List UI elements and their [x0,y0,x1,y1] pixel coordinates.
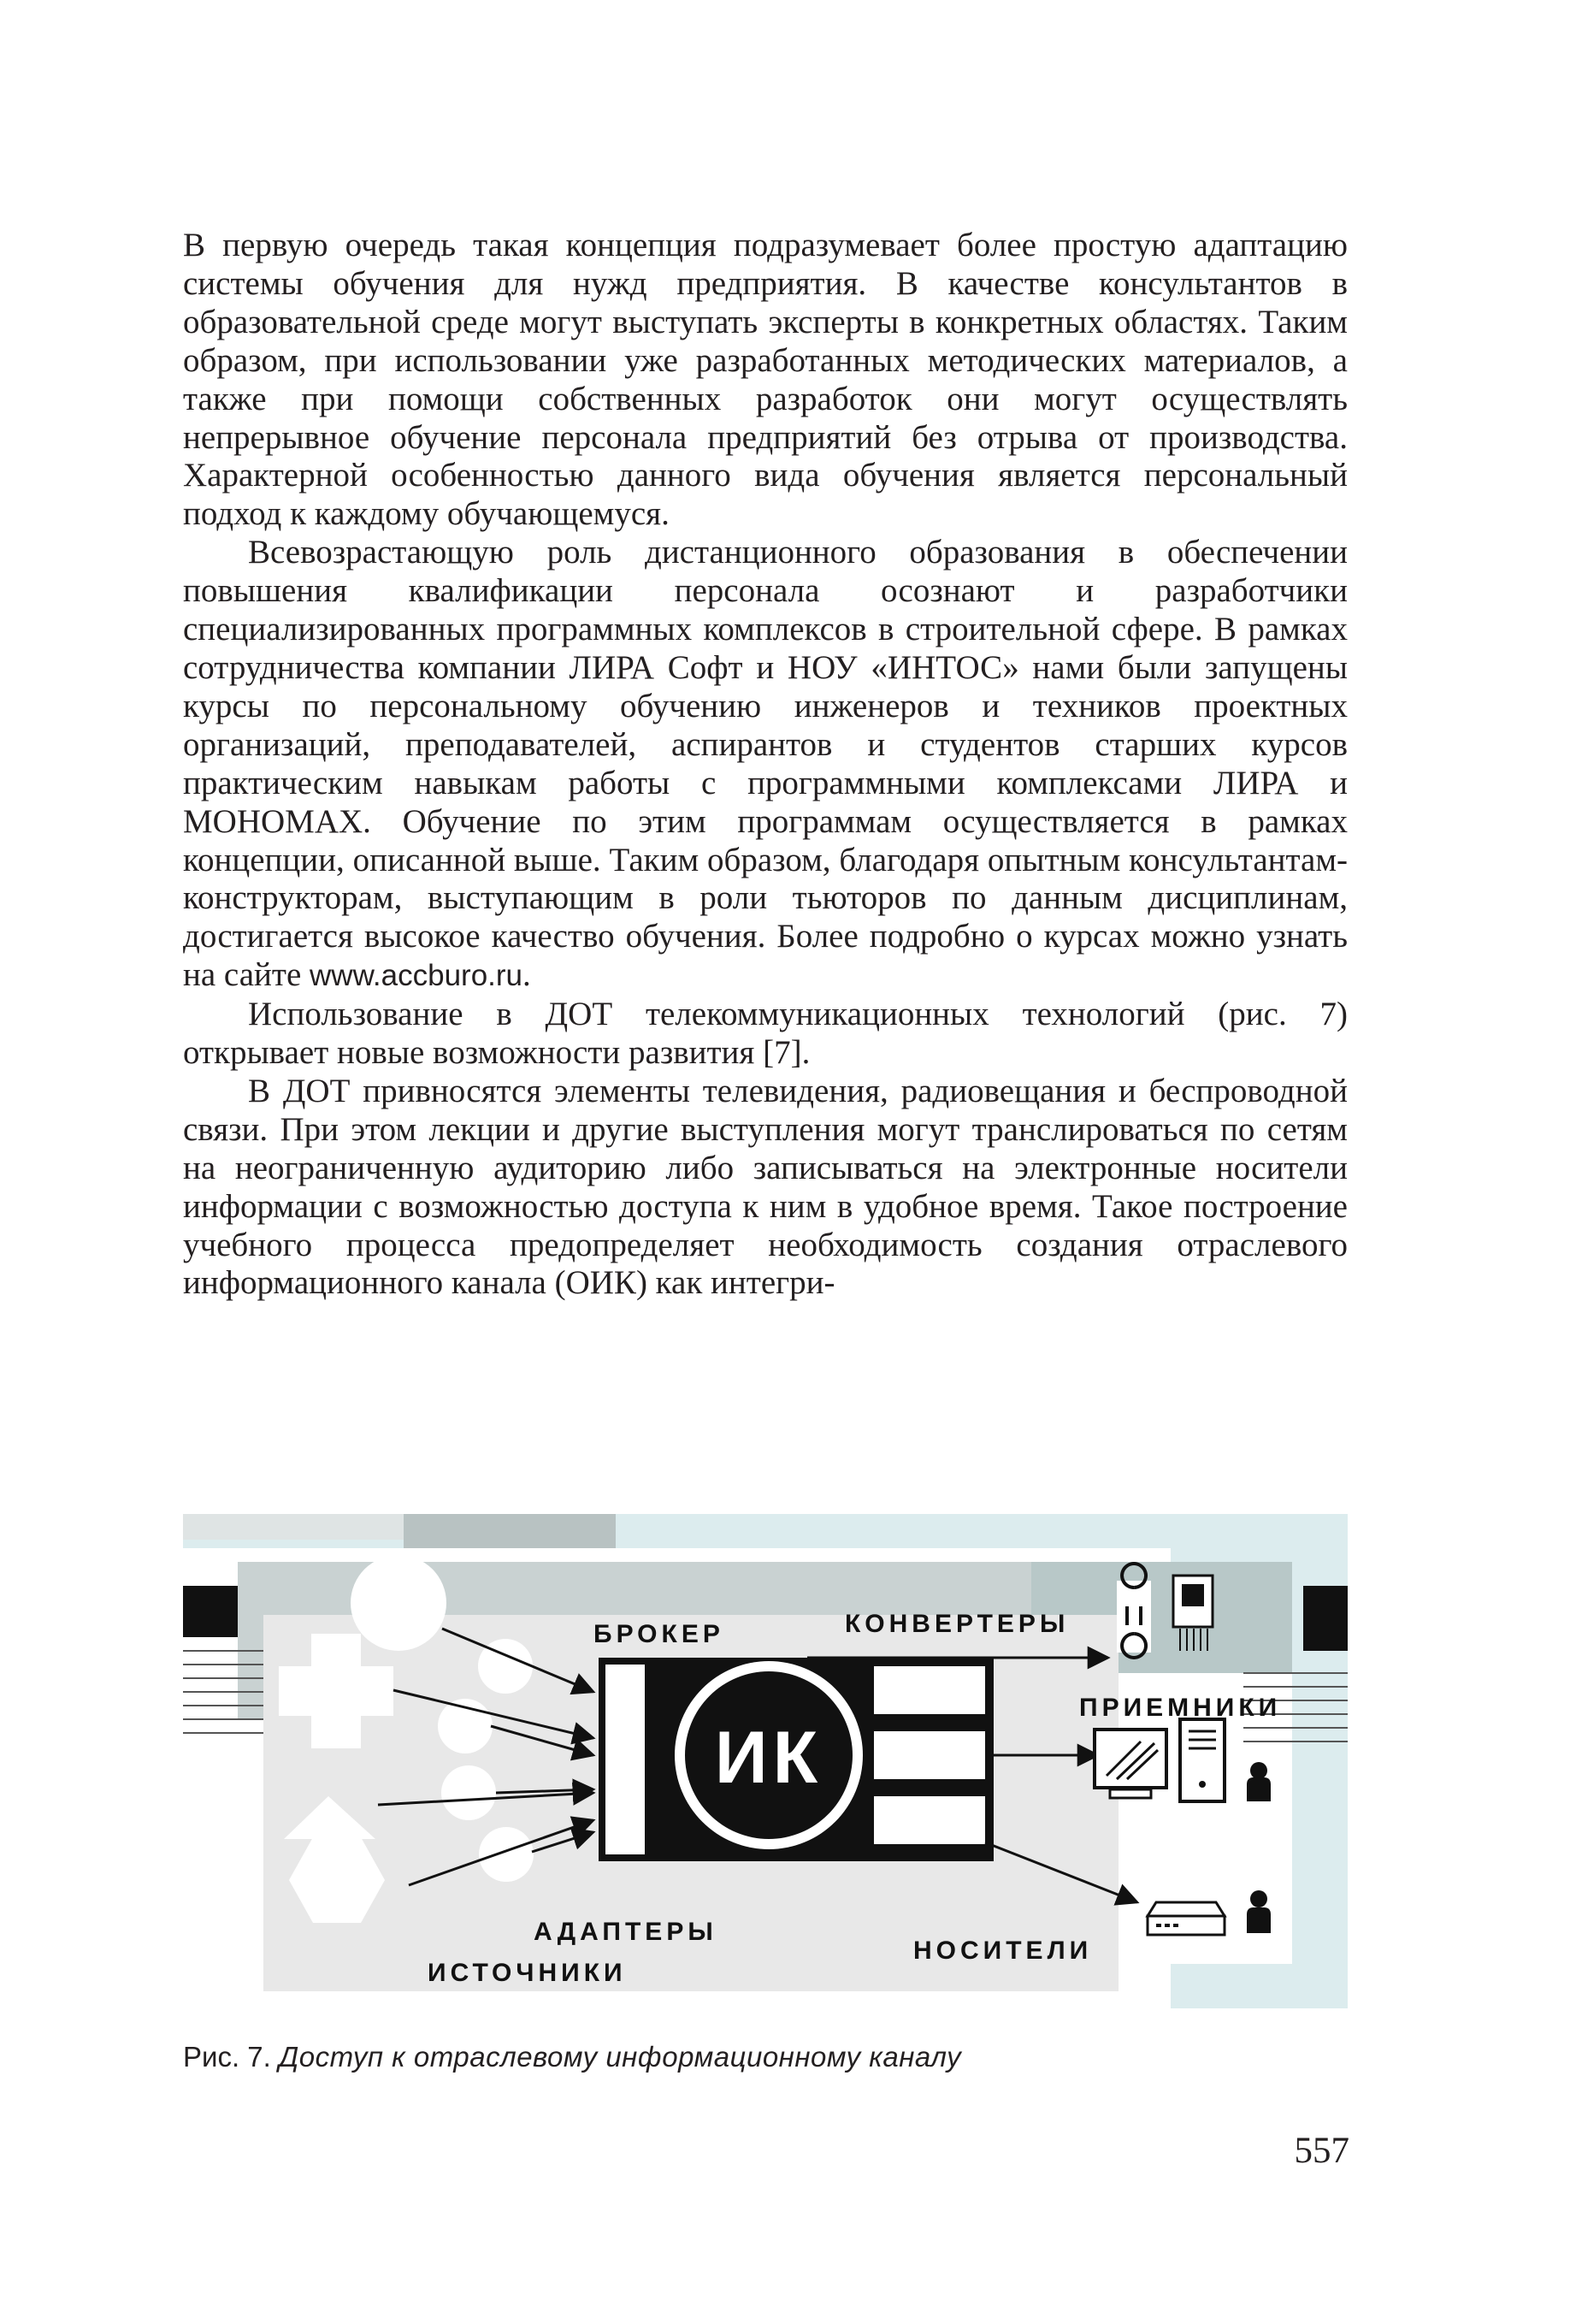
label-broker: БРОКЕР [593,1620,724,1648]
paragraph-2 [183,534,1348,996]
paragraph-1: В первую очередь такая концепция подразумевает более простую адаптацию системы обучения для нужд предприятия. В качестве консультантов в образовательной среде могут выступать эксперты в конкретных областях. Таким образом, при использовании уже разработанных методических материалов, а также при помощи собственных разработок они могут осуществлять непрерывное обучение персонала предприятий без отрыва от производства. Характерной особенностью данного вида обучения является персональный подход к каждому обучающемуся. [183,227,1348,533]
label-converters: КОНВЕРТЕРЫ [845,1610,1070,1638]
label-media: НОСИТЕЛИ [913,1937,1093,1965]
label-receivers: ПРИЕМНИКИ [1079,1694,1282,1722]
adapter-circle-3 [441,1765,496,1820]
broker-bar [605,1665,645,1854]
figure-caption [183,2041,1348,2073]
body-text [183,227,1348,1303]
caption-title: Доступ к отраслевому информационному каналу [278,2041,962,2073]
adapter-circle-4 [479,1827,534,1882]
output-bar-2 [874,1731,985,1779]
paragraph-3: Использование в ДОТ телекоммуникационных технологий (рис. 7) открывает новые возможности развития [7]. [183,996,1348,1072]
monitor-icon [1095,1730,1166,1798]
disk-drive-icon [1148,1902,1225,1935]
paragraph-2-tail: . [522,956,531,994]
paragraph-4: В ДОТ привносятся элементы телевидения, радиовещания и беспроводной связи. При этом лекции и другие выступления могут транслироваться по сетям на неограниченную аудиторию либо записываться на электронные носители информации с возможностью доступа к ним в удобное время. Такое построение учебного процесса предопределяет необходимость создания отраслевого информационного канала (ОИК) как интегри- [183,1072,1348,1302]
right-black-bar [1303,1586,1348,1651]
output-bar-3 [874,1796,985,1844]
website-link[interactable]: www.accburo.ru [310,959,522,993]
page-number: 557 [1294,2131,1349,2171]
label-sources: ИСТОЧНИКИ [428,1959,627,1987]
output-bar-1 [874,1666,985,1714]
figure-7-diagram [183,1514,1348,2008]
caption-prefix: Рис. 7. [183,2041,271,2073]
figure-gray-tab [404,1514,616,1548]
circle-icon [351,1555,446,1651]
left-black-bar [183,1586,238,1637]
figure-upper-band [183,1514,404,1540]
ik-label: ИК [714,1717,823,1799]
paragraph-2-text: Всевозрастающую роль дистанционного образования в обеспечении повышения квалификации персонала осознают и разработчики специализированных программных комплексов в строительной сфере. В рамках сотрудничества компании ЛИРА Софт и НОУ «ИНТОС» нами были запущены курсы по персональному обучению инженеров и техников проектных организаций, преподавателей, аспирантов и студентов старших курсов практическим навыкам работы с программными комплексами ЛИРА и МОНОМАХ. Обучение по этим программам осуществляется в рамках концепции, описанной выше. Таким образом, благодаря опытным консультантам-конструкторам, выступающим в роли тьюторов по данным дисциплинам, достигается высокое качество обучения. Более подробно о курсах можно узнать на сайте [183,534,1348,994]
pc-tower-icon [1180,1719,1225,1801]
label-adapters: АДАПТЕРЫ [534,1918,717,1946]
